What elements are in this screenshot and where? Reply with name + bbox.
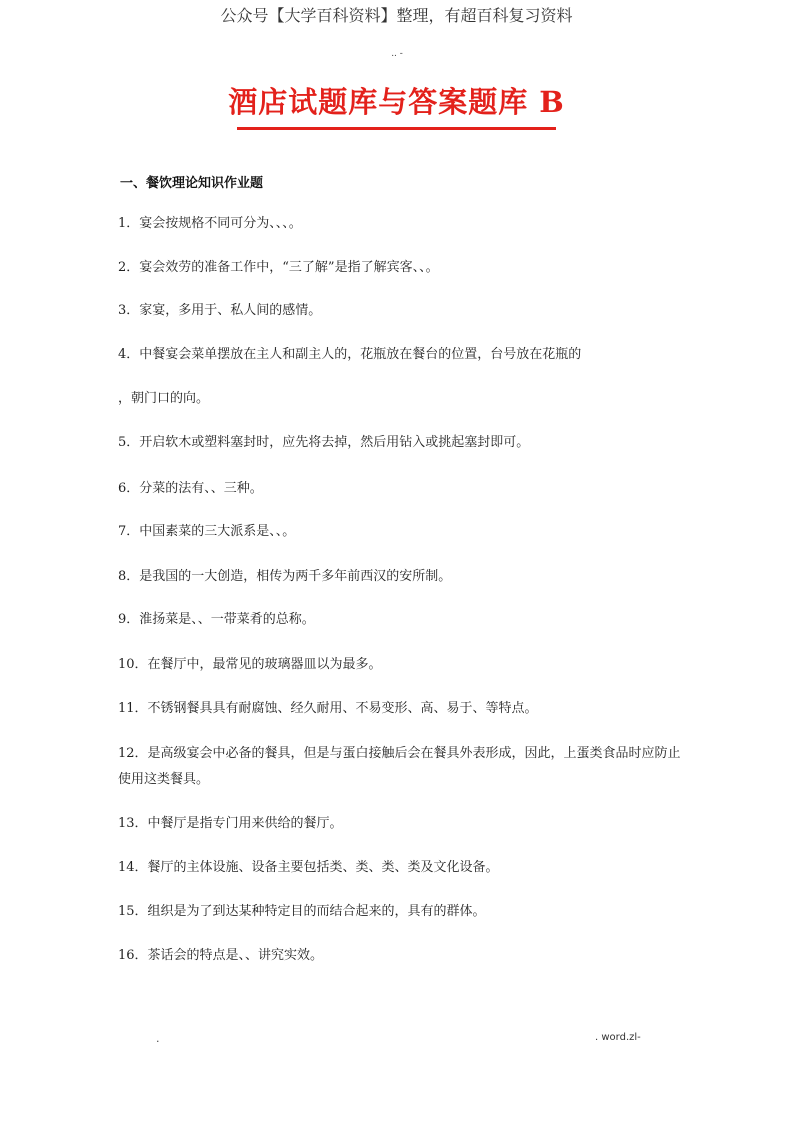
question-4: 4．中餐宴会菜单摆放在主人和副主人的，花瓶放在餐台的位置，台号放在花瓶的 <box>118 347 582 362</box>
question-7: 7．中国素菜的三大派系是、、。 <box>118 524 296 539</box>
footer-left-mark: . <box>156 1032 160 1045</box>
section-heading: 一、餐饮理论知识作业题 <box>120 176 264 191</box>
question-4-continued: ，朝门口的向。 <box>118 391 210 406</box>
question-2: 2．宴会效劳的准备工作中，“三了解”是指了解宾客、、。 <box>118 260 439 275</box>
question-13: 13．中餐厅是指专门用来供给的餐厅。 <box>118 816 343 831</box>
question-5: 5．开启软木或塑料塞封时，应先将去掉，然后用钻入或挑起塞封即可。 <box>118 435 530 450</box>
question-8: 8．是我国的一大创造，相传为两千多年前西汉的安所制。 <box>118 569 452 584</box>
title-underline <box>237 127 556 130</box>
question-9: 9．淮扬菜是、、一带菜肴的总称。 <box>118 612 315 627</box>
question-16: 16．茶话会的特点是、、讲究实效。 <box>118 948 324 963</box>
footer-right-mark: . word.zl- <box>595 1032 641 1043</box>
question-14: 14．餐厅的主体设施、设备主要包括类、类、类、类及文化设备。 <box>118 860 499 875</box>
question-10: 10．在餐厅中，最常见的玻璃器皿以为最多。 <box>118 657 382 672</box>
question-3: 3．家宴，多用于、私人间的感情。 <box>118 303 322 318</box>
question-11: 11．不锈钢餐具具有耐腐蚀、经久耐用、不易变形、高、易于、等特点。 <box>118 701 538 716</box>
document-title: 酒店试题库与答案题库 B <box>228 85 565 119</box>
question-6: 6．分菜的法有、、三种。 <box>118 481 263 496</box>
question-15: 15．组织是为了到达某种特定目的而结合起来的，具有的群体。 <box>118 904 486 919</box>
question-12: 12．是高级宴会中必备的餐具，但是与蛋白接触后会在餐具外表形成，因此，上蛋类食品时应防止使用这类餐具。 <box>118 746 681 787</box>
question-1: 1．宴会按规格不同可分为、、、。 <box>118 216 302 231</box>
header-marks: .. - <box>391 49 403 59</box>
watermark-header: 公众号【大学百科资料】整理，有超百科复习资料 <box>220 6 573 25</box>
